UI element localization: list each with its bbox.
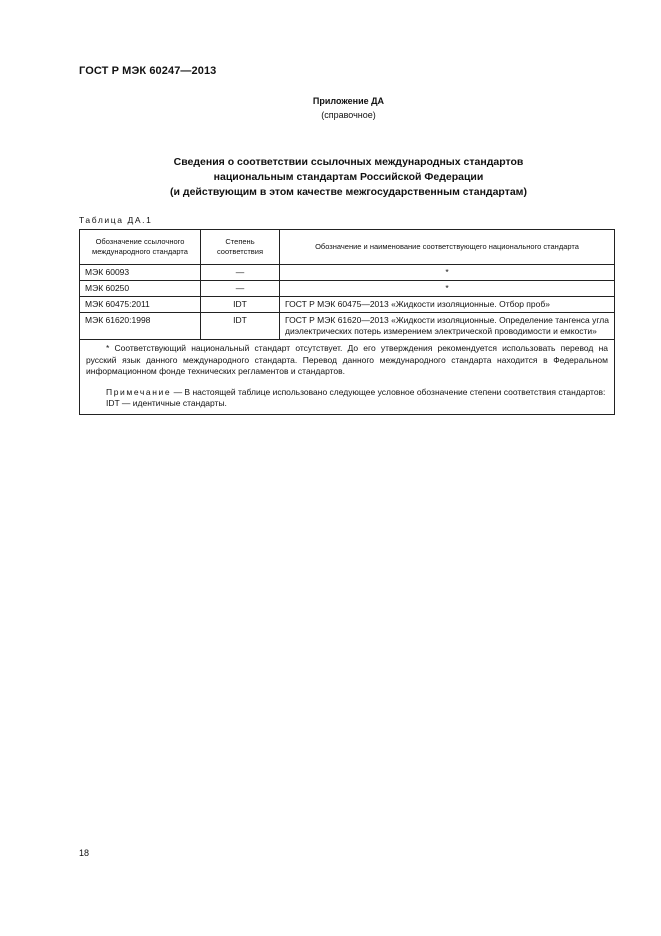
footnote: * Соответствующий национальный стандарт отсутствует. До его утверждения рекомендуется использовать перевод на русский язык данного международного стандарта. Перевод данного международного стандарта находится в Федеральном информационном фонде технических регламентов и стандартов. — [86, 343, 608, 376]
heading-line-3: (и действующим в этом качестве межгосударственным стандартам) — [170, 186, 527, 198]
cell-ref: МЭК 60250 — [80, 281, 201, 297]
appendix-title: Приложение ДА — [312, 96, 385, 106]
table-row — [80, 281, 615, 297]
section-heading — [0, 155, 661, 200]
standards-table — [79, 229, 615, 415]
heading-line-1: Сведения о соответствии ссылочных международных стандартов — [173, 156, 524, 168]
table-notes-row — [80, 340, 615, 415]
note-text: — В настоящей таблице использовано следующее условное обозначение степени соответствия стандартов: — [171, 386, 606, 397]
cell-national: ГОСТ Р МЭК 61620—2013 «Жидкости изоляционные. Определение тангенса угла диэлектрических потерь измерением электрической проводимости и емкости» — [280, 313, 615, 340]
appendix-subtitle: (справочное) — [321, 110, 376, 120]
note — [86, 387, 608, 399]
header-degree: Степень соответствия — [201, 230, 280, 265]
table-notes — [80, 340, 615, 415]
header-national-standard: Обозначение и наименование соответствующего национального стандарта — [280, 230, 615, 265]
cell-ref: МЭК 60475:2011 — [80, 297, 201, 313]
table-header-row — [80, 230, 615, 265]
note-idt: IDT — идентичные стандарты. — [106, 398, 227, 408]
page-number: 18 — [79, 848, 90, 858]
cell-national: * — [280, 281, 615, 297]
note-label: Примечание — [106, 386, 172, 397]
appendix-label — [0, 94, 661, 122]
cell-ref: МЭК 61620:1998 — [80, 313, 201, 340]
header-ref-standard: Обозначение ссылочного международного стандарта — [80, 230, 201, 265]
table-caption: Таблица ДА.1 — [79, 215, 153, 225]
cell-degree: IDT — [201, 297, 280, 313]
document-code: ГОСТ Р МЭК 60247—2013 — [79, 65, 217, 77]
table-row — [80, 265, 615, 281]
cell-degree: — — [201, 265, 280, 281]
table-row — [80, 313, 615, 340]
cell-ref: МЭК 60093 — [80, 265, 201, 281]
cell-national: ГОСТ Р МЭК 60475—2013 «Жидкости изоляционные. Отбор проб» — [280, 297, 615, 313]
heading-line-2: национальным стандартам Российской Федерации — [213, 171, 484, 183]
cell-degree: IDT — [201, 313, 280, 340]
cell-national: * — [280, 265, 615, 281]
table-row — [80, 297, 615, 313]
cell-degree: — — [201, 281, 280, 297]
